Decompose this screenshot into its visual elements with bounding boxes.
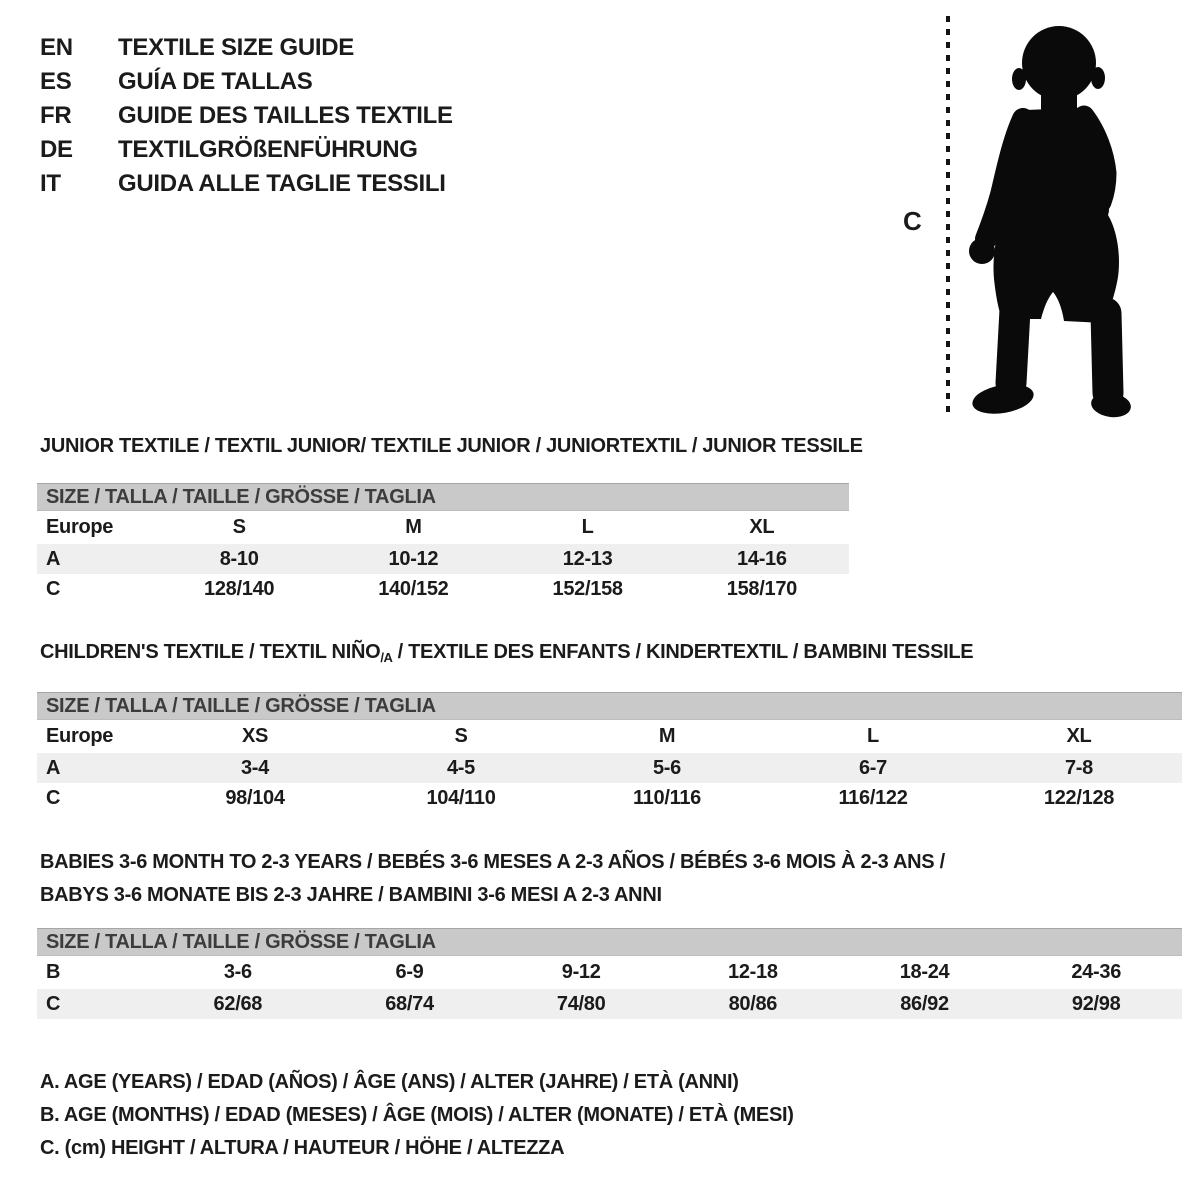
cell-value: 116/122 xyxy=(838,786,908,809)
column-header: S xyxy=(454,725,468,747)
toddler-silhouette-image xyxy=(965,15,1140,420)
cell-value: 128/140 xyxy=(204,577,275,600)
language-code: FR xyxy=(40,102,72,129)
cell-value: 140/152 xyxy=(378,577,449,600)
cell-value: 4-5 xyxy=(446,756,475,779)
cell-value: 10-12 xyxy=(388,547,439,570)
guide-title-en: TEXTILE SIZE GUIDE xyxy=(118,34,354,61)
cell-value: 7-8 xyxy=(1064,756,1093,779)
height-measure-label: C xyxy=(903,206,922,236)
cell-value: 158/170 xyxy=(726,577,797,600)
region-label: Europe xyxy=(46,725,114,747)
cell-value: 68/74 xyxy=(385,992,434,1015)
column-header: XL xyxy=(749,516,775,538)
language-row-en xyxy=(40,31,453,65)
cell-value: 6-9 xyxy=(395,961,424,983)
cell-value: 5-6 xyxy=(652,756,681,779)
children-row-age xyxy=(37,753,1182,783)
cell-value: 104/110 xyxy=(426,786,496,809)
column-header: L xyxy=(581,516,594,538)
babies-heading-line1: BABIES 3-6 MONTH TO 2-3 YEARS / BEBÉS 3-6 MESES A 2-3 AÑOS / BÉBÉS 3-6 MOIS À 2-3 ANS / xyxy=(40,851,945,873)
children-heading-subscript: /A xyxy=(380,650,393,665)
children-row-height xyxy=(37,783,1182,813)
column-header: L xyxy=(867,725,879,747)
children-columns-row xyxy=(37,720,1182,753)
language-code: EN xyxy=(40,34,73,61)
row-label: B xyxy=(46,961,61,983)
children-section-heading xyxy=(40,641,973,669)
guide-title-fr: GUIDE DES TAILLES TEXTILE xyxy=(118,102,453,129)
babies-size-table xyxy=(37,928,1182,1019)
cell-value: 74/80 xyxy=(556,992,606,1015)
junior-section-heading: JUNIOR TEXTILE / TEXTIL JUNIOR/ TEXTILE JUNIOR / JUNIORTEXTIL / JUNIOR TESSILE xyxy=(40,435,863,457)
cell-value: 18-24 xyxy=(899,961,950,983)
babies-row-months xyxy=(37,956,1182,989)
language-row-it xyxy=(40,167,453,201)
cell-value: 8-10 xyxy=(219,547,259,570)
cell-value: 86/92 xyxy=(900,992,949,1015)
cell-value: 80/86 xyxy=(728,992,778,1015)
cell-value: 122/128 xyxy=(1043,786,1115,809)
size-header-band: SIZE / TALLA / TAILLE / GRÖSSE / TAGLIA xyxy=(37,483,849,511)
cell-value: 6-7 xyxy=(858,756,887,779)
legend-line-height-cm: C. (cm) HEIGHT / ALTURA / HAUTEUR / HÖHE / ALTEZZA xyxy=(40,1137,565,1159)
language-code: IT xyxy=(40,170,61,197)
language-code: ES xyxy=(40,68,72,95)
row-label: C xyxy=(46,992,61,1015)
row-label: A xyxy=(46,756,61,779)
cell-value: 24-36 xyxy=(1071,961,1122,983)
guide-title-it: GUIDA ALLE TAGLIE TESSILI xyxy=(118,170,446,197)
size-header-band: SIZE / TALLA / TAILLE / GRÖSSE / TAGLIA xyxy=(37,692,1182,720)
cell-value: 12-13 xyxy=(562,547,613,570)
children-heading-text: CHILDREN'S TEXTILE / TEXTIL NIÑO xyxy=(40,641,381,663)
cell-value: 98/104 xyxy=(225,786,285,809)
row-label: A xyxy=(46,547,61,570)
cell-value: 3-6 xyxy=(223,961,252,983)
column-header: S xyxy=(232,516,246,538)
cell-value: 92/98 xyxy=(1071,992,1121,1015)
column-header: XL xyxy=(1066,725,1092,747)
junior-row-age xyxy=(37,544,849,574)
babies-heading-line2: BABYS 3-6 MONATE BIS 2-3 JAHRE / BAMBINI 3-6 MESI A 2-3 ANNI xyxy=(40,884,662,906)
guide-title-es: GUÍA DE TALLAS xyxy=(118,68,313,95)
row-label: C xyxy=(46,577,61,600)
column-header: M xyxy=(405,516,422,538)
size-header-band: SIZE / TALLA / TAILLE / GRÖSSE / TAGLIA xyxy=(37,928,1182,956)
cell-value: 110/116 xyxy=(633,786,701,809)
babies-row-height xyxy=(37,989,1182,1019)
cell-value: 62/68 xyxy=(213,992,263,1015)
cell-value: 12-18 xyxy=(728,961,778,983)
region-label: Europe xyxy=(46,516,114,538)
measurement-legend xyxy=(40,1066,794,1165)
children-size-table xyxy=(37,692,1182,813)
cell-value: 9-12 xyxy=(561,961,601,983)
legend-line-age-months: B. AGE (MONTHS) / EDAD (MESES) / ÂGE (MOIS) / ALTER (MONATE) / ETÀ (MESI) xyxy=(40,1104,794,1126)
cell-value: 152/158 xyxy=(552,577,623,600)
language-code: DE xyxy=(40,136,73,163)
junior-columns-row xyxy=(37,511,849,544)
junior-row-height xyxy=(37,574,849,604)
column-header: XS xyxy=(241,725,269,747)
language-row-de xyxy=(40,133,453,167)
legend-line-age-years: A. AGE (YEARS) / EDAD (AÑOS) / ÂGE (ANS) / ALTER (JAHRE) / ETÀ (ANNI) xyxy=(40,1071,739,1093)
language-row-fr xyxy=(40,99,453,133)
guide-title-de: TEXTILGRÖßENFÜHRUNG xyxy=(118,136,418,163)
language-row-es xyxy=(40,65,453,99)
babies-section-heading xyxy=(40,846,945,912)
column-header: M xyxy=(658,725,676,747)
row-label: C xyxy=(46,786,61,809)
junior-size-table xyxy=(37,483,849,604)
language-guide-list xyxy=(40,31,453,201)
children-heading-text: / TEXTILE DES ENFANTS / KINDERTEXTIL / BAMBINI TESSILE xyxy=(392,641,974,663)
height-measure-dashed-line xyxy=(946,16,950,418)
cell-value: 3-4 xyxy=(240,756,269,779)
cell-value: 14-16 xyxy=(737,547,787,570)
